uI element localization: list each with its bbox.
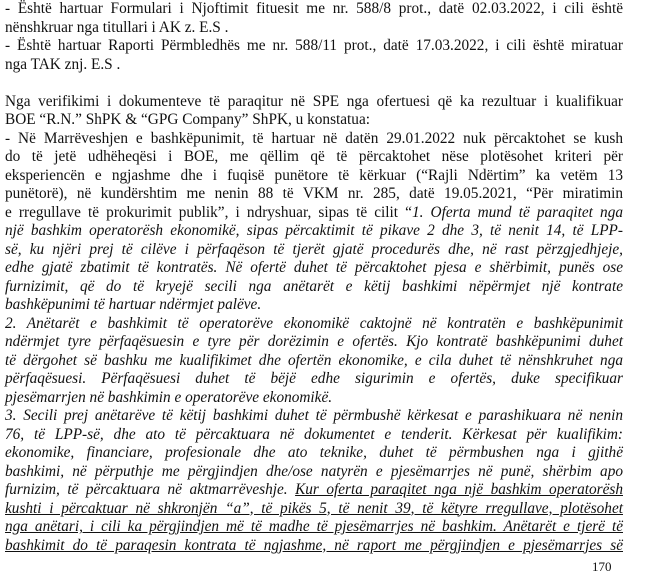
text-line: eksperiencën e ngjashme dhe i fuqisë punëtore të kërkuar (“Rajli Ndërtim” ka vetëm 13 bbox=[5, 166, 623, 184]
text-line: e rregullave të prokurimit publik”, i ndryshuar, sipas të cilit “1. Oferta mund të paraqitet nga bbox=[5, 203, 623, 221]
quoted-text-line: ekonomike, financiare, profesionale dhe ato teknike, duhet të përmbushen nga i gjithë bbox=[5, 444, 623, 461]
text-line: nënshkruar nga titullari i AK z. E.S . bbox=[5, 18, 229, 36]
quoted-text-line: të dërgohet së bashku me kualifikimet dhe ofertën ekonomike, e cila duhet të nënshkruhet nga bbox=[5, 351, 623, 369]
underlined-quoted-line: kushti i përcaktuar në shkronjën “a”, të pikës 5, të nenit 39, të këtyre rregullave, plotësohet bbox=[5, 499, 623, 517]
quoted-text-line: furnizim, të përcaktuara në aktmarrëveshje. Kur oferta paraqitet nga një bashkim operatorësh bbox=[5, 481, 623, 498]
page-number: 170 bbox=[592, 559, 612, 574]
text-line: - Në Marrëveshjen e bashkëpunimit, të hartuar në datën 29.01.2022 nuk përcaktohet se kush bbox=[5, 129, 623, 147]
paragraph-gap bbox=[5, 74, 623, 93]
quoted-text-line: ndërmjet tyre përfaqësuesin e tyre për dorëzimin e ofertës. Kjo kontratë bashkëpunimi duhet bbox=[5, 333, 623, 350]
quoted-text-line: 2. Anëtarët e bashkimit të operatorëve ekonomikë caktojnë në kontratën e bashkëpunimit bbox=[5, 314, 623, 332]
quoted-text-line: së, ku njëri prej të cilëve i përfaqëson të tjerët gjatë procedurës dhe, në rast përzgjedhjeje, bbox=[5, 240, 623, 258]
quoted-text-line: furnizimit, që do të kryejë secili nga anëtarët e këtij bashkimi nëpërmjet një kontrate bbox=[5, 277, 623, 295]
text-line: nga TAK znj. E.S . bbox=[5, 55, 121, 73]
quoted-text-line: një bashkim operatorësh ekonomikë, sipas përcaktimit të pikave 2 dhe 3, të nenit 14, të LPP- bbox=[5, 222, 623, 239]
quoted-text-line: përfaqësuesi. Përfaqësuesi duhet të bëjë edhe sigurimin e ofertës, duke specifikuar bbox=[5, 370, 623, 387]
underlined-quoted-line: nga anëtari, i cili ka përgjindjen më të madhe të pjesëmarrjes në bashkim. Anëtarët e tjerë të bbox=[5, 518, 623, 535]
text-line: BOE “R.N.” ShPK & “GPG Company” ShPK, u konstatua: bbox=[5, 111, 370, 128]
underlined-quoted-line: bashkimit do të paraqesin kontrata të ngjashme, në raport me përgjindjen e pjesëmarrjes së bbox=[5, 536, 623, 554]
quoted-text-line: 3. Secili prej anëtarëve të këtij bashkimi duhet të përmbushë kërkesat e parashikuara në nenin bbox=[5, 407, 623, 424]
text-line: Nga verifikimi i dokumenteve të paraqitur në SPE nga ofertuesi që ka rezultuar i kualifikuar bbox=[5, 92, 623, 110]
quoted-text-line: 76, të LPP-së, dhe ato të përcaktuara në dokumentet e tenderit. Kërkesat për kualifikim: bbox=[5, 425, 623, 443]
text-line: punëtorë), në kundërshtim me nenin 88 të VKM nr. 285, datë 19.05.2021, “Për miratimin bbox=[5, 185, 623, 202]
text-line: do të jetë udhëheqësi i BOE, me qëllim që të përcaktohet nëse plotësohet kriteri për bbox=[5, 148, 623, 165]
text-line: - Është hartuar Raporti Përmbledhës me nr. 588/11 prot., datë 17.03.2022, i cili është miratuar bbox=[5, 37, 623, 54]
text-line: - Është hartuar Formulari i Njoftimit fituesit me nr. 588/8 prot., datë 02.03.2022, i cili është bbox=[5, 0, 623, 17]
quoted-text-line: bashkëpunimi të hartuar ndërmjet palëve. bbox=[5, 296, 262, 313]
quoted-text-line: bashkimi, në përputhje me përgjindjen dhe/ose natyrën e pjesëmarrjes në punë, shërbim apo bbox=[5, 462, 623, 480]
quoted-text-line: pjesëmarrjen në bashkimin e operatorëve ekonomikë. bbox=[5, 388, 333, 406]
document-page bbox=[5, 0, 623, 555]
quoted-text-line: edhe gjatë zbatimit të kontratës. Në ofertë duhet të përcaktohet pjesa e shërbimit, punës ose bbox=[5, 259, 623, 276]
